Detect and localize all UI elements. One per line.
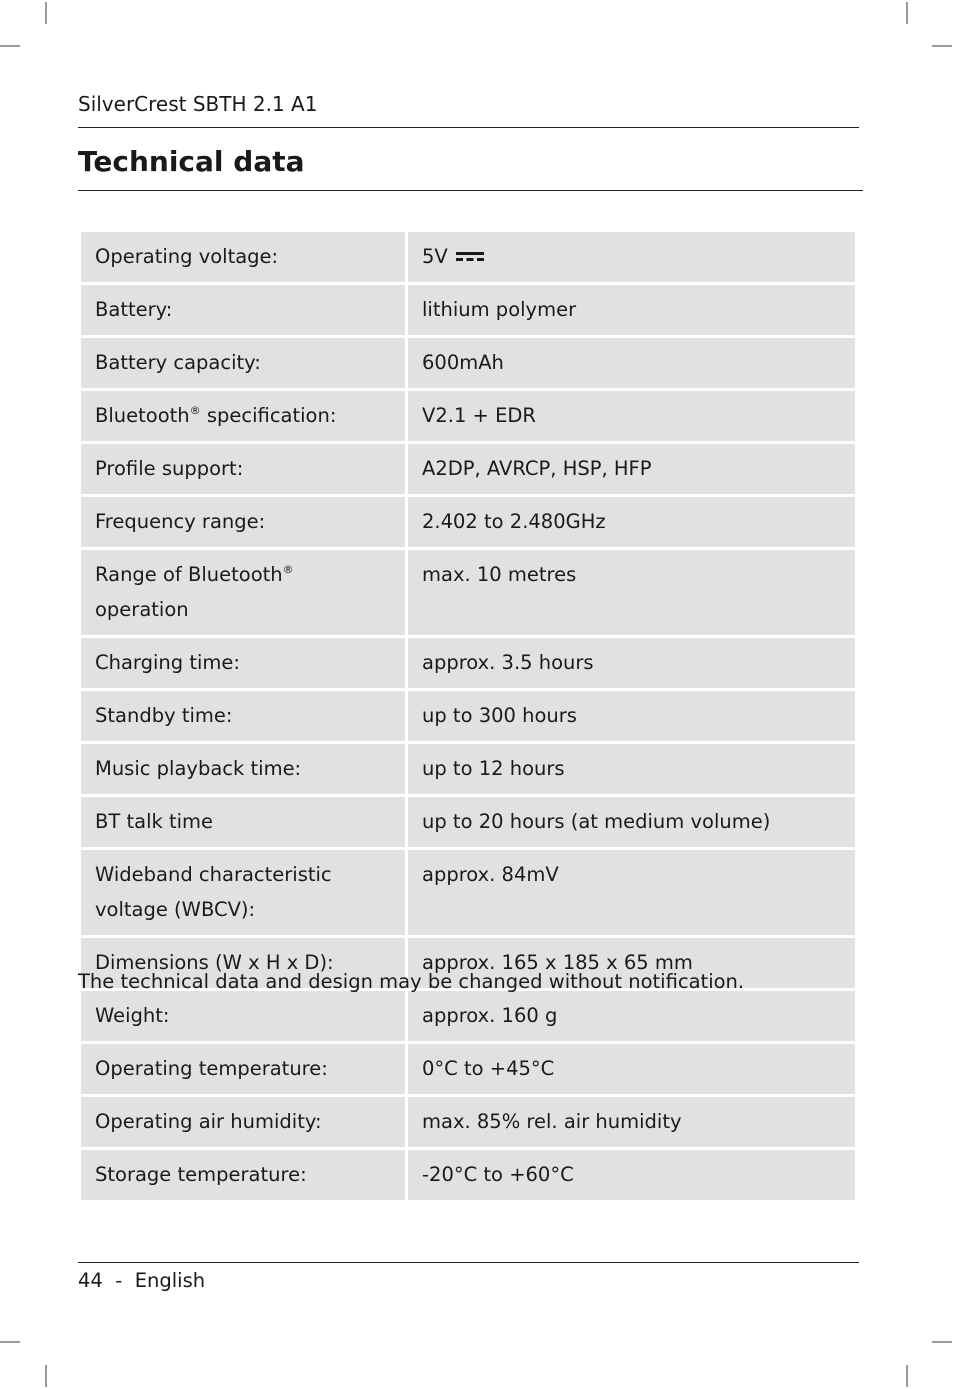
document-header-title: SilverCrest SBTH 2.1 A1 xyxy=(78,92,318,116)
spec-value: approx. 160 g xyxy=(407,990,857,1043)
footer-rule xyxy=(78,1262,859,1263)
table-row xyxy=(80,443,857,496)
spec-value: -20°C to +60°C xyxy=(407,1149,857,1202)
footer-language: English xyxy=(134,1269,206,1292)
spec-label: Dimensions (W x H x D): xyxy=(80,937,407,990)
spec-label xyxy=(80,549,407,637)
table-row xyxy=(80,1096,857,1149)
crop-mark xyxy=(932,45,952,47)
spec-value: approx. 84mV xyxy=(407,849,857,937)
spec-value: up to 20 hours (at medium volume) xyxy=(407,796,857,849)
crop-mark xyxy=(0,45,20,47)
page-number: 44 xyxy=(78,1269,103,1292)
spec-label xyxy=(80,849,407,937)
spec-label-text: operation xyxy=(95,598,189,621)
table-row xyxy=(80,549,857,637)
table-row xyxy=(80,637,857,690)
table-row xyxy=(80,231,857,284)
spec-label-line: voltage (WBCV): xyxy=(95,898,256,921)
spec-label-text: Bluetooth xyxy=(95,404,190,427)
direct-current-icon xyxy=(456,250,484,264)
spec-label: Operating voltage: xyxy=(80,231,407,284)
header-rule xyxy=(78,127,859,128)
spec-label: Standby time: xyxy=(80,690,407,743)
spec-value: 600mAh xyxy=(407,337,857,390)
section-heading: Technical data xyxy=(78,145,305,178)
crop-mark xyxy=(45,1365,47,1387)
spec-label: Weight: xyxy=(80,990,407,1043)
change-notice: The technical data and design may be changed without notification. xyxy=(78,970,745,993)
spec-value: 2.402 to 2.480GHz xyxy=(407,496,857,549)
spec-value: up to 300 hours xyxy=(407,690,857,743)
crop-mark xyxy=(45,2,47,24)
table-row xyxy=(80,337,857,390)
spec-label: Storage temperature: xyxy=(80,1149,407,1202)
spec-value-text: 5V xyxy=(422,245,448,268)
table-row xyxy=(80,690,857,743)
table-row xyxy=(80,496,857,549)
spec-value: approx. 3.5 hours xyxy=(407,637,857,690)
technical-data-table xyxy=(78,229,858,1203)
heading-rule xyxy=(78,190,863,191)
registered-mark: ® xyxy=(189,404,201,417)
spec-label: Charging time: xyxy=(80,637,407,690)
crop-mark xyxy=(0,1341,20,1343)
table-row xyxy=(80,990,857,1043)
registered-mark: ® xyxy=(282,563,294,576)
spec-value: max. 85% rel. air humidity xyxy=(407,1096,857,1149)
table-row xyxy=(80,796,857,849)
footer-separator: - xyxy=(115,1269,123,1292)
spec-value: lithium polymer xyxy=(407,284,857,337)
spec-value: V2.1 + EDR xyxy=(407,390,857,443)
spec-label: Music playback time: xyxy=(80,743,407,796)
spec-value xyxy=(407,231,857,284)
page-footer xyxy=(78,1269,205,1292)
table-row xyxy=(80,1043,857,1096)
crop-mark xyxy=(932,1341,952,1343)
table-row xyxy=(80,1149,857,1202)
spec-label: Operating air humidity: xyxy=(80,1096,407,1149)
spec-label: Battery: xyxy=(80,284,407,337)
spec-label: Profile support: xyxy=(80,443,407,496)
spec-value: up to 12 hours xyxy=(407,743,857,796)
spec-label: BT talk time xyxy=(80,796,407,849)
table-row xyxy=(80,284,857,337)
spec-label-text: Range of Bluetooth xyxy=(95,563,283,586)
spec-value: 0°C to +45°C xyxy=(407,1043,857,1096)
spec-label: Battery capacity: xyxy=(80,337,407,390)
table-row xyxy=(80,743,857,796)
spec-label-text: specification: xyxy=(200,404,337,427)
spec-label xyxy=(80,390,407,443)
crop-mark xyxy=(906,1365,908,1387)
spec-value: A2DP, AVRCP, HSP, HFP xyxy=(407,443,857,496)
table-row xyxy=(80,849,857,937)
spec-label: Operating temperature: xyxy=(80,1043,407,1096)
table-row xyxy=(80,390,857,443)
crop-mark xyxy=(906,2,908,24)
spec-value: max. 10 metres xyxy=(407,549,857,637)
spec-label-line: Wideband characteristic xyxy=(95,863,332,886)
spec-value: approx. 165 x 185 x 65 mm xyxy=(407,937,857,990)
spec-label: Frequency range: xyxy=(80,496,407,549)
